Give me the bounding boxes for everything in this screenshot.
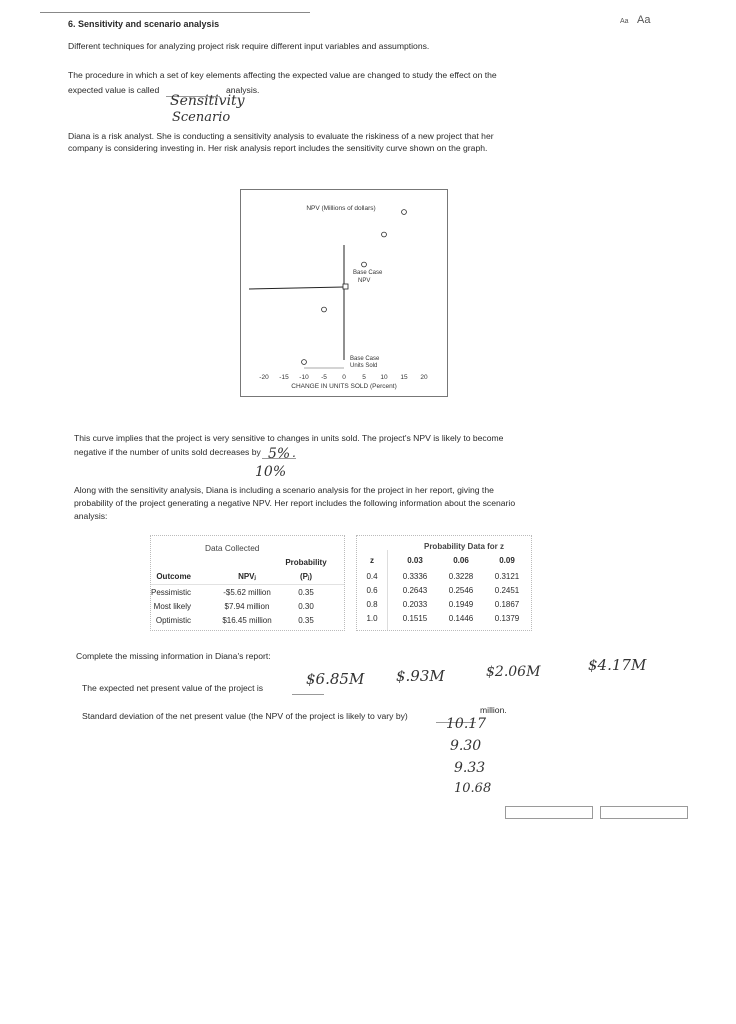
row-npv: -$5.62 million <box>223 588 271 597</box>
row-most-likely <box>151 602 344 614</box>
data-table-divider <box>151 584 344 585</box>
hand-sd-3: 9.33 <box>454 760 486 776</box>
prob-cell: 0.3121 <box>494 572 520 581</box>
data-point <box>302 360 307 365</box>
procedure-text-1: The procedure in which a set of key elements affecting the expected value are changed to study the effect on the <box>68 70 497 80</box>
expected-npv-label: The expected net present value of the project is <box>82 683 264 693</box>
hand-answer-sensitivity: Sensitivity <box>170 93 245 109</box>
prob-cell: 0.3228 <box>448 572 474 581</box>
complete-instruction: Complete the missing information in Diana's report: <box>76 651 271 661</box>
prob-cell: 0.1515 <box>402 614 428 623</box>
base-npv-label-1: Base Case <box>353 270 383 276</box>
intro-text: Different techniques for analyzing project risk require different input variables and assumptions. <box>68 41 430 51</box>
procedure-text-2: expected value is called <box>68 85 160 95</box>
row-outcome: Most likely <box>153 602 191 611</box>
hand-answer-10pct: 10% <box>255 464 287 480</box>
hand-sd-2: 9.30 <box>450 738 482 754</box>
hand-dot: . <box>292 446 296 460</box>
data-collected-table <box>150 535 345 631</box>
data-point <box>322 307 327 312</box>
col-header: 0.03 <box>407 556 423 565</box>
x-tick-label: -10 <box>299 374 309 381</box>
base-npv-label-2: NPV <box>358 278 371 284</box>
probability-table <box>356 535 532 631</box>
col-header: 0.09 <box>499 556 515 565</box>
z-header: z <box>370 556 374 565</box>
prob-caption: Probability Data for z <box>423 542 504 551</box>
curve-text-2: negative if the number of units sold decreases by <box>74 447 261 457</box>
header-outcome: Outcome <box>156 572 191 581</box>
x-tick-label: -20 <box>259 374 269 381</box>
prob-cell: 0.1446 <box>448 614 474 623</box>
diana-text-1: Diana is a risk analyst. She is conducting a sensitivity analysis to evaluate the riskiness of a new project that her <box>68 131 494 141</box>
header-npv: NPVⱼ <box>238 572 256 581</box>
base-units-label-2: Units Sold <box>350 363 378 369</box>
prob-row-z: 0.6 <box>366 586 378 595</box>
prob-row <box>357 614 531 626</box>
data-point <box>382 232 387 237</box>
col-header: 0.06 <box>453 556 469 565</box>
hand-npv-3: $2.06M <box>486 664 541 680</box>
prob-row-z: 0.8 <box>366 600 378 609</box>
x-tick-label: 15 <box>400 374 408 381</box>
expected-npv-dropdown[interactable] <box>292 693 324 695</box>
row-npv: $16.45 million <box>222 616 272 625</box>
chart-canvas <box>241 190 447 396</box>
save-button[interactable] <box>600 806 688 819</box>
chart-xlabel: CHANGE IN UNITS SOLD (Percent) <box>291 383 397 390</box>
prob-cell: 0.2033 <box>402 600 428 609</box>
scenario-text-3: analysis: <box>74 511 108 521</box>
x-tick-label: 20 <box>420 374 428 381</box>
hand-sd-4: 10.68 <box>454 781 492 796</box>
x-tick-label: 10 <box>380 374 388 381</box>
hand-sd-1: 10.17 <box>446 716 487 732</box>
x-tick-label: -5 <box>321 374 327 381</box>
font-size-controls <box>620 10 650 28</box>
chart-ylabel: NPV (Millions of dollars) <box>306 205 376 212</box>
million-label: million. <box>480 705 507 715</box>
base-units-label-1: Base Case <box>350 356 380 362</box>
row-outcome: Optimistic <box>155 616 191 625</box>
base-case-marker <box>343 284 348 289</box>
top-rule <box>40 12 310 13</box>
scenario-text-1: Along with the sensitivity analysis, Diana is including a scenario analysis for the project in her report, giving the <box>74 485 494 495</box>
sensitivity-chart <box>240 189 448 397</box>
prob-cell: 0.3336 <box>402 572 428 581</box>
prob-row <box>357 572 531 584</box>
prob-cell: 0.1949 <box>448 600 474 609</box>
question-title: 6. Sensitivity and scenario analysis <box>68 19 220 29</box>
prob-cell: 0.1867 <box>494 600 520 609</box>
prob-row-z: 1.0 <box>366 614 378 623</box>
row-prob: 0.35 <box>298 616 314 625</box>
hand-npv-4: $4.17M <box>588 656 647 674</box>
prob-row <box>357 586 531 598</box>
row-prob: 0.30 <box>298 602 314 611</box>
stdev-label: Standard deviation of the net present value (the NPV of the project is likely to vary by) <box>82 711 408 721</box>
hand-npv-2: $.93M <box>396 667 445 685</box>
hand-answer-scenario: Scenario <box>172 110 231 125</box>
grade-button[interactable] <box>505 806 593 819</box>
prob-cell: 0.2546 <box>448 586 474 595</box>
x-axis <box>249 287 344 289</box>
prob-cell: 0.2451 <box>494 586 520 595</box>
data-point <box>362 262 367 267</box>
x-tick-label: 0 <box>342 374 346 381</box>
hand-npv-1: $6.85M <box>306 670 365 688</box>
row-optimistic <box>151 616 344 628</box>
data-point <box>402 210 407 215</box>
header-prob-sym: (Pⱼ) <box>299 572 313 581</box>
prob-cell: 0.2643 <box>402 586 428 595</box>
prob-row-z: 0.4 <box>366 572 378 581</box>
hand-answer-5pct: 5% <box>268 446 291 462</box>
row-npv: $7.94 million <box>224 602 270 611</box>
prob-cell: 0.1379 <box>494 614 520 623</box>
header-probability: Probability <box>285 558 327 567</box>
procedure-suffix: analysis. <box>226 85 260 95</box>
prob-row <box>357 600 531 612</box>
row-outcome: Pessimistic <box>151 588 192 597</box>
data-caption: Data Collected <box>205 543 260 553</box>
row-prob: 0.35 <box>298 588 314 597</box>
font-small-button[interactable]: Aa <box>620 18 629 25</box>
diana-text-2: company is considering investing in. Her risk analysis report includes the sensitivity curve shown on the graph. <box>68 143 488 153</box>
scenario-text-2: probability of the project generating a negative NPV. Her report includes the following information about the scenario <box>74 498 516 508</box>
font-large-button[interactable]: Aa <box>637 14 651 26</box>
curve-text-1: This curve implies that the project is very sensitive to changes in units sold. The project's NPV is likely to become <box>74 433 504 443</box>
x-tick-label: -15 <box>279 374 289 381</box>
x-tick-label: 5 <box>362 374 366 381</box>
row-pessimistic <box>151 588 344 600</box>
